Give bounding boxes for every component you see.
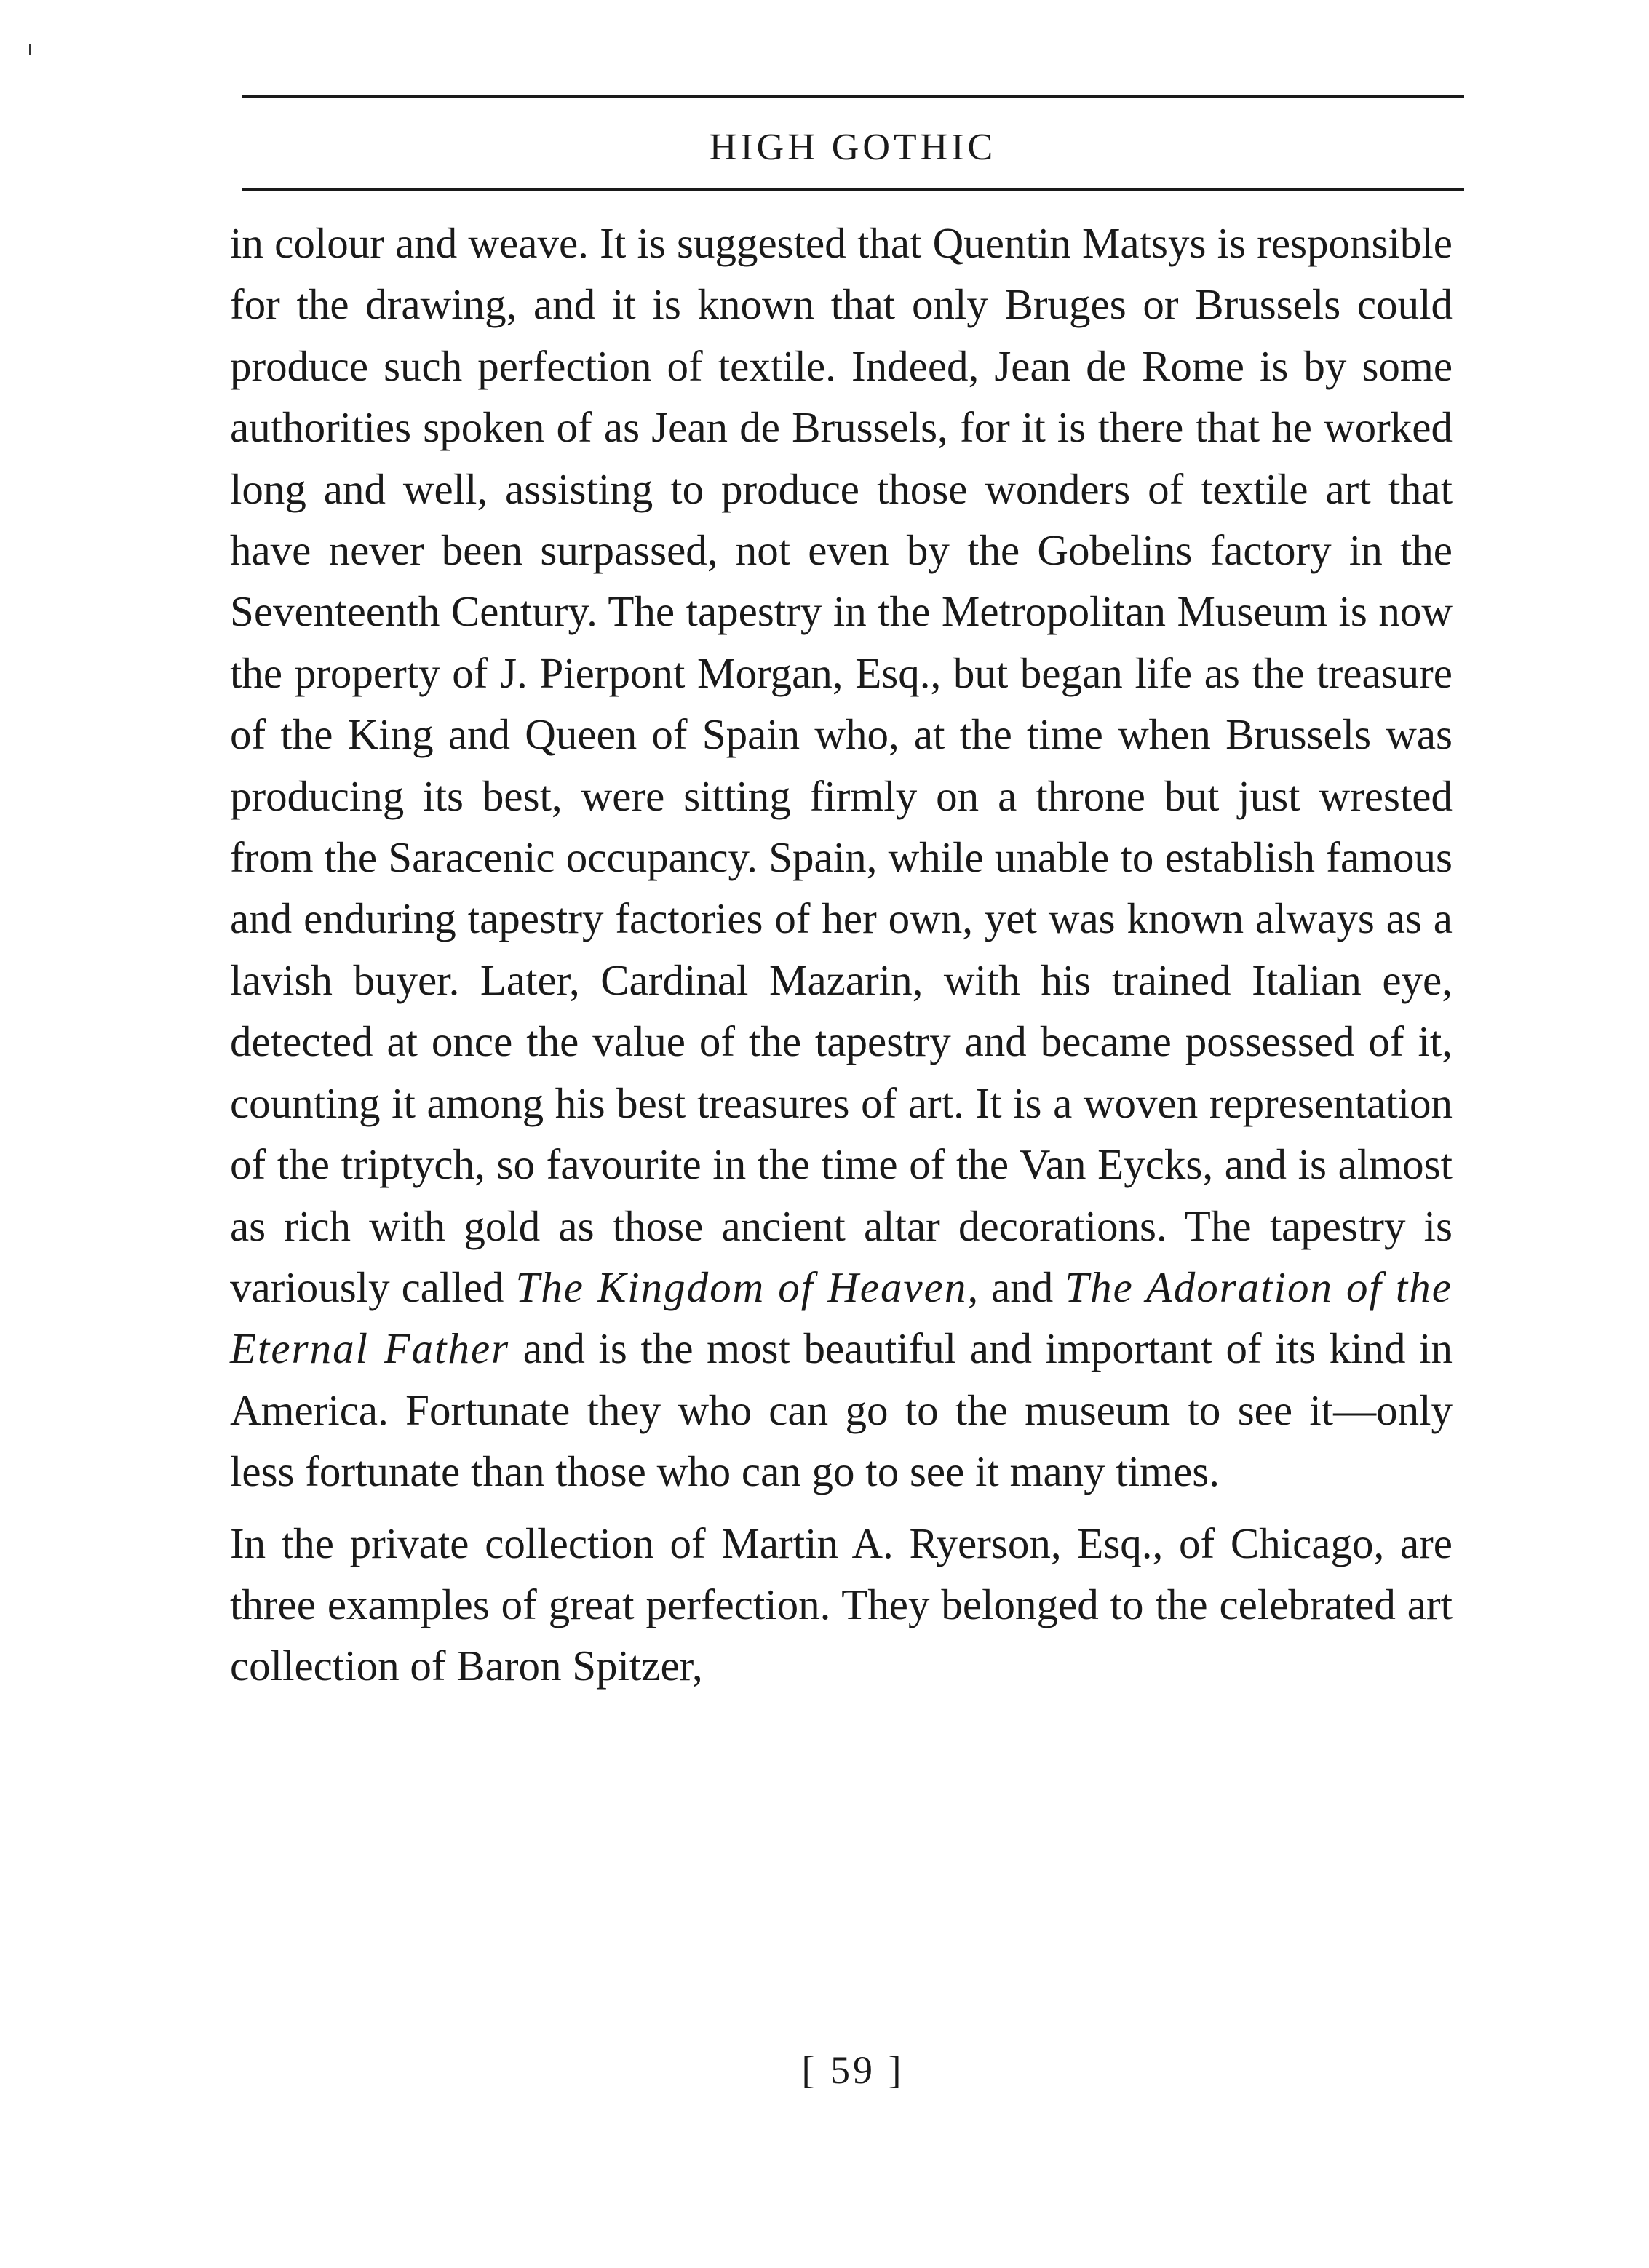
page-number: [ 59 ] (801, 2048, 905, 2092)
italic-title-kingdom: The Kingdom of Heaven, (515, 1262, 980, 1311)
body-text (230, 212, 1453, 1697)
paragraph-1-text-c: and is the most beautiful and important of its kind in America. Fortunate they who can go to the museum to see it—only less fortunate than those who can go to see it many times. (230, 1324, 1453, 1496)
header-rule-bottom (242, 188, 1464, 191)
book-page (230, 95, 1453, 2205)
paragraph-1-text-b: and (991, 1262, 1054, 1311)
stray-print-mark (29, 44, 31, 55)
header-rule-top (242, 95, 1464, 98)
paragraph-2: In the private collection of Martin A. Ryerson, Esq., of Chicago, are three examples of great perfection. They belonged to the celebrated art collection of Baron Spitzer, (230, 1519, 1453, 1690)
italic-title-adoration: The Adoration of the Eternal Father (230, 1262, 1453, 1373)
paragraph-1 (230, 212, 1453, 1503)
running-head: HIGH GOTHIC (709, 127, 997, 168)
paragraph-1-text-a: in colour and weave. It is suggested that Quentin Matsys is responsible for the drawing, and it is known that only Bruges or Brussels could produce such perfection of textile. Indeed, Jean de Rome is by some authorities spoken of as Jean de Brussels, for it is there that he worked long and well, assisting to produce those wonders of textile art that have never been surpassed, not even by the Gobelins factory in the Seventeenth Century. The tapestry in the Metropolitan Museum is now the property of J. Pierpont Morgan, Esq., but began life as the treasure of the King and Queen of Spain who, at the time when Brussels was producing its best, were sitting firmly on a throne but just wrested from the Saracenic occupancy. Spain, while unable to establish famous and enduring tapestry factories of her own, yet was known always as a lavish buyer. Later, Cardinal Mazarin, with his trained Italian eye, detected at once the value of the tapestry and became possessed of it, counting it among his best treasures of art. It is a woven representation of the triptych, so favourite in the time of the Van Eycks, and is almost as rich with gold as those ancient altar decorations. The tapestry is variously called (230, 219, 1453, 1311)
